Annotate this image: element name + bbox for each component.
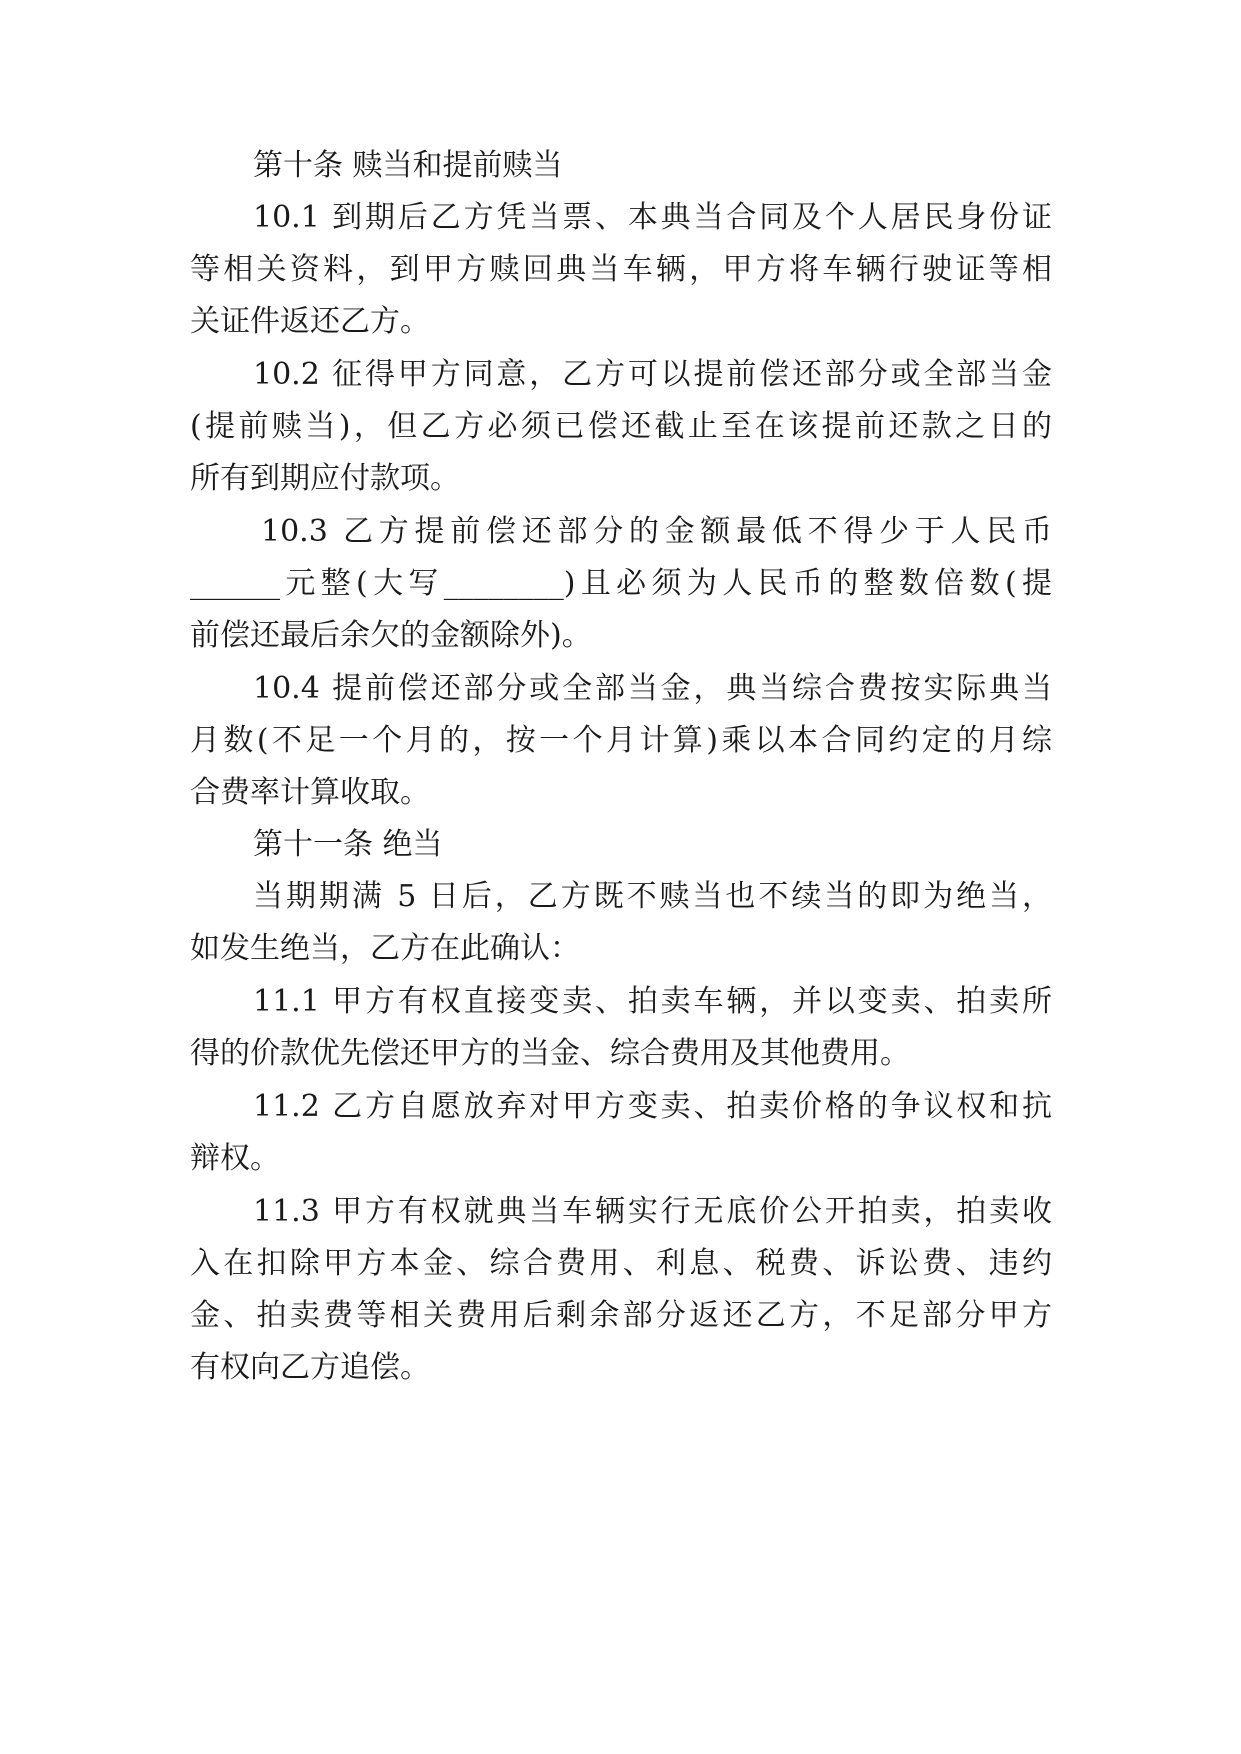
paragraph-line: 10.2 征得甲方同意，乙方可以提前偿还部分或全部当金 <box>253 357 1052 392</box>
paragraph-line: 等相关资料，到甲方赎回典当车辆，甲方将车辆行驶证等相 <box>190 252 1052 287</box>
paragraph-line: 前偿还最后余欠的金额除外)。 <box>190 618 592 653</box>
paragraph-line: 11.1 甲方有权直接变卖、拍卖车辆，并以变卖、拍卖所 <box>253 984 1052 1019</box>
article-11-heading: 第十一条 绝当 <box>253 827 443 862</box>
paragraph-line: 11.3 甲方有权就典当车辆实行无底价公开拍卖，拍卖收 <box>253 1194 1052 1229</box>
paragraph-line: 入在扣除甲方本金、综合费用、利息、税费、诉讼费、违约 <box>190 1246 1052 1281</box>
paragraph-line: 得的价款优先偿还甲方的当金、综合费用及其他费用。 <box>190 1036 910 1071</box>
paragraph-line: 辩权。 <box>190 1141 280 1176</box>
paragraph-line: 关证件返还乙方。 <box>190 304 430 339</box>
paragraph-line: 10.4 提前偿还部分或全部当金，典当综合费按实际典当 <box>253 671 1052 706</box>
paragraph-line: 金、拍卖费等相关费用后剩余部分返还乙方，不足部分甲方 <box>190 1298 1052 1333</box>
paragraph-line: 有权向乙方追偿。 <box>190 1350 430 1385</box>
paragraph-line: 所有到期应付款项。 <box>190 461 460 496</box>
paragraph-line: 10.3 乙方提前偿还部分的金额最低不得少于人民币 <box>261 514 1052 549</box>
paragraph-line: ______元整(大写________)且必须为人民币的整数倍数(提 <box>190 566 1052 601</box>
paragraph-line: 月数(不足一个月的，按一个月计算)乘以本合同约定的月综 <box>190 723 1052 758</box>
paragraph-line: 合费率计算收取。 <box>190 775 430 810</box>
paragraph-line: 10.1 到期后乙方凭当票、本典当合同及个人居民身份证 <box>253 200 1052 235</box>
paragraph-line: 当期期满 5 日后，乙方既不赎当也不续当的即为绝当， <box>253 879 1052 914</box>
paragraph-line: (提前赎当)，但乙方必须已偿还截止至在该提前还款之日的 <box>190 409 1052 444</box>
article-10-heading: 第十条 赎当和提前赎当 <box>253 148 563 183</box>
paragraph-line: 如发生绝当，乙方在此确认： <box>190 931 580 966</box>
paragraph-line: 11.2 乙方自愿放弃对甲方变卖、拍卖价格的争议权和抗 <box>253 1089 1052 1124</box>
